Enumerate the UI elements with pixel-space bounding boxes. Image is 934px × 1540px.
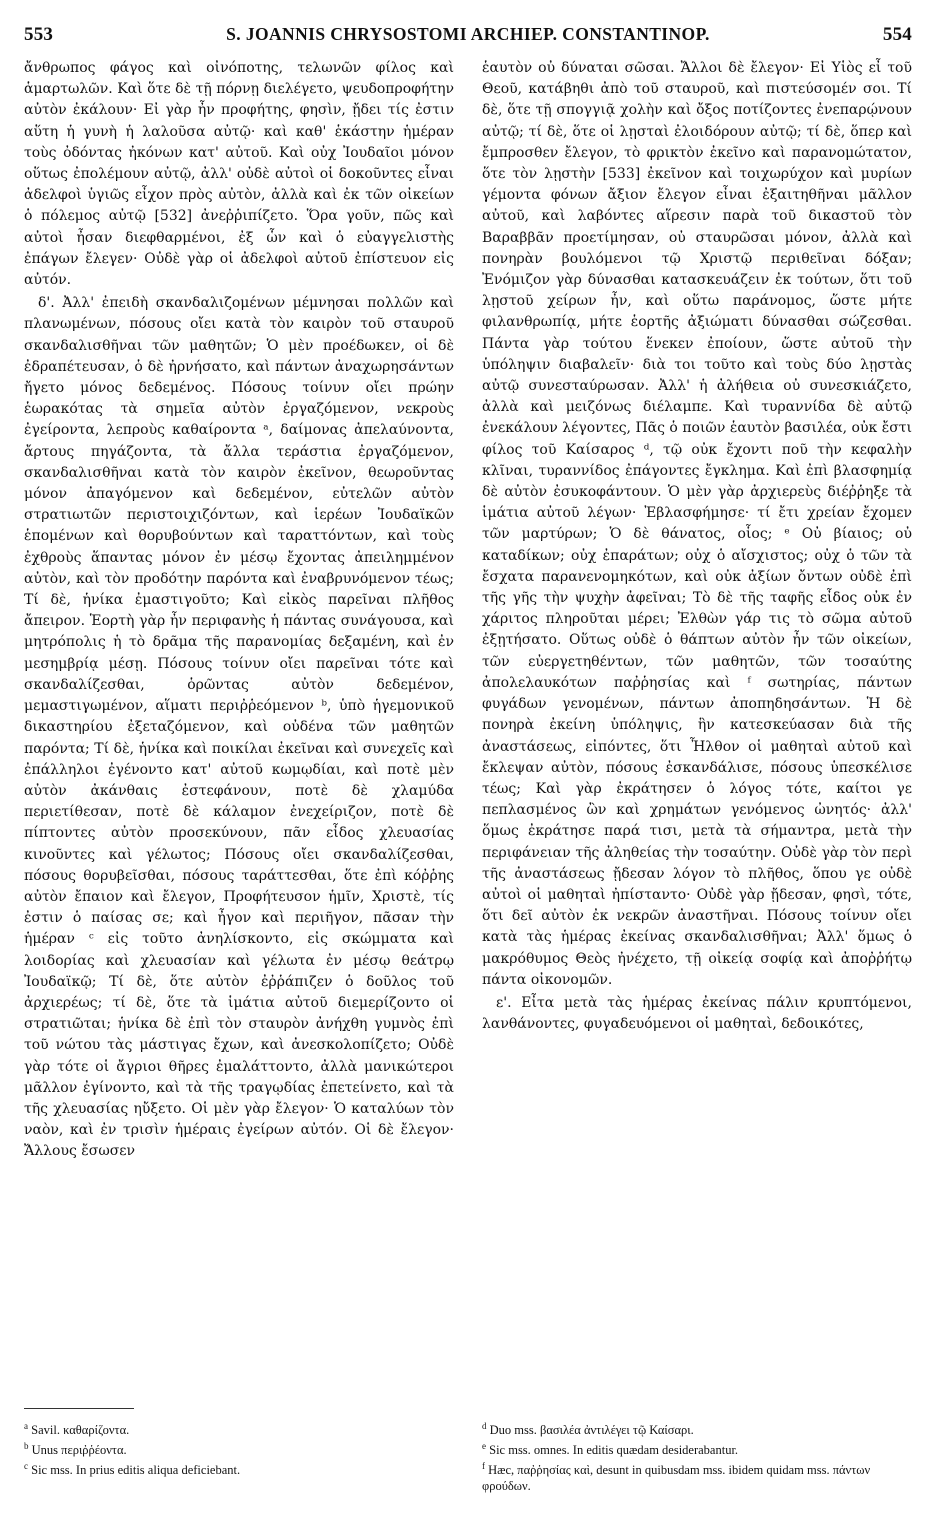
footnote-mark: f — [482, 1461, 485, 1472]
paragraph-section-5: ε'. Εἶτα μετὰ τὰς ἡμέρας ἐκείνας πάλιν κρυπτόμενοι, λανθάνοντες, φυγαδευόμενοι οἱ μαθηταὶ, δεδοικότες, — [482, 994, 912, 1033]
left-column — [24, 58, 454, 1398]
paragraph: ἑαυτὸν οὐ δύναται σῶσαι. Ἄλλοι δὲ ἔλεγον· Εἰ Υἱὸς εἶ τοῦ Θεοῦ, κατάβηθι ἀπὸ τοῦ σταυροῦ, καὶ πιστεύσομέν σοι. Τί δὲ, ὅτε τῇ σπογγιᾷ χολὴν καὶ ὄξος ποτίζοντες ἐνεπαρῴνουν αὐτῷ; τί δὲ, ὅτε οἱ λῃσταὶ ἐλοιδόρουν αὐτῷ; τί δὲ, ὅπερ καὶ ἔμπροσθεν ἔλεγον, τὸ φρικτὸν ἐκεῖνο καὶ παρανομώτατον, ὅτε τὸν λῃστὴν [533] ἐκεῖνον καὶ τοιχωρύχον καὶ μυρίων γέμοντα φόνων ἄξιον ἔλεγον εἶναι ἐξαιτηθῆναι μᾶλλον αὐτοῦ, καὶ λαβόντες αἵρεσιν παρὰ τοῦ δικαστοῦ τὸν Βαραββᾶν προετίμησαν, οὐ σταυρῶσαι μόνον, ἀλλὰ καὶ πονηρὰν βουλόμενοι τῷ Χριστῷ περιθεῖναι δόξαν; Ἐνόμιζον γὰρ δύνασθαι κατασκευάζειν ἐκ τούτων, ὅτι τοῦ λῃστοῦ χείρων ἦν, καὶ οὕτω παράνομος, ὥστε μήτε φιλανθρωπίᾳ, μήτε ἑορτῆς ἀξιώματι δύνασθαι σώζεσθαι. Πάντα γὰρ τούτου ἕνεκεν ἐποίουν, ὥστε αὐτοῦ τὴν ὑπόληψιν διαβαλεῖν· διὰ τοι τοῦτο καὶ τοὺς δύο λῃστὰς αὐτῷ συνεσταύρωσαν. Ἀλλ' ἡ ἀλήθεια οὐ συνεσκιάζετο, ἀλλὰ καὶ μειζόνως διέλαμπε. Καὶ τυραννίδα δὲ αὐτῷ ἐνεκάλουν λέγοντες, Πᾶς ὁ ποιῶν ἑαυτὸν βασιλέα, οὐκ ἔστι φίλος τοῦ Καίσαρος ᵈ, τῷ οὐκ ἔχοντι ποῦ τὴν κεφαλὴν κλῖναι, τυραννίδος ἐπάγοντες ἔγκλημα. Καὶ ἐπὶ βλασφημίᾳ δὲ αὐτὸν ἐσυκοφάντουν. Ὁ μὲν γὰρ ἀρχιερεὺς διέῤῥηξε τὰ ἱμάτια αὐτοῦ λέγων· Ἐβλασφήμησε· τί ἔτι χρείαν ἔχομεν τῶν μαρτύρων; Ὁ δὲ θάνατος, οἷος; ᵉ Οὐ βίαιος; οὐ καταδίκων; οὐχ ἐπαράτων; οὐχ ὁ αἴσχιστος; οὐχ ὁ τῶν τὰ ἔσχατα παρανενομηκότων, καὶ οὐκ ἀξίων ὄντων οὐδὲ ἐπὶ τῆς γῆς τὴν ψυχὴν ἀφεῖναι; Τὸ δὲ τῆς ταφῆς εἶδος οὐκ ἐν χάριτος πληροῦται μέρει; Ἐλθὼν γάρ τις τὸ σῶμα αὐτοῦ ἐξῃτήσατο. Οὕτως οὐδὲ ὁ θάπτων αὐτὸν ἦν τῶν οἰκείων, τῶν εὐεργετηθέντων, τῶν μαθητῶν, τῶν τοσαύτης ἀπολελαυκότων παῤῥησίας καὶ ᶠ σωτηρίας, πάντων φυγάδων γενομένων, πάντων ἀποπηδησάντων. Ἡ δὲ πονηρὰ ἐκείνη ὑπόληψις, ἣν κατεσκεύασαν διὰ τῆς ἀναστάσεως, εἰπόντες, ὅτι Ἦλθον οἱ μαθηταὶ αὐτοῦ καὶ ἔκλεψαν αὐτὸν, πόσους ἐσκανδάλισε, πόσους ὑπεσκέλισε τέως; Καὶ γὰρ ἐκράτησεν ὁ λόγος τότε, καίτοι γε πεπλασμένος ὢν καὶ χρημάτων γενόμενος ὠνητός· ἀλλ' ὅμως ἐκράτησε παρά τισι, μετὰ τὰ σήμαντρα, μετὰ τὴν περιφάνειαν τῆς ἀληθείας τὴν τοσαύτην. Οὐδὲ γὰρ τὸν περὶ τῆς ἀναστάσεως ᾔδεσαν λόγον τὸ πλῆθος, ὅπου γε οὐδὲ αὐτοὶ οἱ μαθηταὶ ἠπίσταντο· Οὐδὲ γὰρ ᾔδεσαν, φησὶ, τότε, ὅτι δεῖ αὐτὸν ἐκ νεκρῶν ἀναστῆναι. Πόσους τοίνυν οἴει κατὰ τὰς ἡμέρας ἐκείνας σκανδαλισθῆναι; Ἀλλ' ὅμως ὁ μακρόθυμος Θεὸς ἠνέχετο, τῇ οἰκείᾳ σοφίᾳ καὶ ἀποῤῥήτῳ πάντα οἰκονομῶν. — [482, 60, 912, 988]
page-number-left: 553 — [24, 24, 54, 45]
footnote — [482, 1458, 912, 1494]
footnote-mark: e — [482, 1441, 486, 1452]
text-columns — [24, 58, 912, 1398]
footnotes-left — [24, 1418, 454, 1494]
footnote-text: Duo mss. βασιλέα ἀντιλέγει τῷ Καίσαρι. — [489, 1423, 694, 1438]
footnote-mark: b — [24, 1441, 29, 1452]
footnote — [24, 1458, 454, 1478]
page-number-right: 554 — [882, 24, 912, 45]
footnotes-right — [482, 1418, 912, 1494]
footnote — [24, 1418, 454, 1438]
footnote-text: Savil. καθαρίζοντα. — [31, 1423, 130, 1438]
running-header — [24, 24, 912, 54]
footnote-text: Sic mss. omnes. In editis quædam desiderabantur. — [489, 1443, 739, 1458]
footnote-mark: c — [24, 1461, 28, 1472]
footnote-mark: d — [482, 1421, 487, 1431]
paragraph: ἄνθρωπος φάγος καὶ οἰνόποτης, τελωνῶν φίλος καὶ ἁμαρτωλῶν. Καὶ ὅτε δὲ τῇ πόρνῃ διελέγετο, ψευδοπροφήτην αὐτὸν ἐκάλουν· Εἰ γὰρ ἦν προφήτης, φησὶν, ᾔδει τίς ἐστιν αὕτη ἡ γυνὴ ἡ λαλοῦσα αὐτῷ· καὶ καθ' ἑκάστην ἡμέραν τοὺς ὀδόντας ἠκόνων κατ' αὐτοῦ. Καὶ οὐχ Ἰουδαῖοι μόνον οὕτως ἐπολέμουν αὐτῷ, ἀλλ' οὐδὲ αὐτοὶ οἱ δοκοῦντες εἶναι ἀδελφοὶ ὑγιῶς εἶχον πρὸς αὐτὸν, ἀλλὰ καὶ ἐκ τῶν οἰκείων ὁ πόλεμος αὐτῷ [532] ἀνεῤῥιπίζετο. Ὅρα γοῦν, πῶς καὶ αὐτοὶ ἦσαν διεφθαρμένοι, ἐξ ὧν καὶ ὁ εὐαγγελιστὴς ἐπάγων ἔλεγεν· Οὐδὲ γὰρ οἱ ἀδελφοὶ αὐτοῦ ἐπίστευον εἰς αὐτόν. — [24, 60, 454, 289]
footnote-text: Unus περιῤῥέοντα. — [31, 1443, 127, 1458]
paragraph-section-4: δ'. Ἀλλ' ἐπειδὴ σκανδαλιζομένων μέμνησαι πολλῶν καὶ πλανωμένων, πόσους οἴει κατὰ τὸν καιρὸν τοῦ σταυροῦ σκανδαλισθῆναι τῶν μαθητῶν; Ὁ μὲν προέδωκεν, οἱ δὲ ἐδραπέτευσαν, ὁ δὲ ἠρνήσατο, καὶ πάντων ἀναχωρησάντων ἤγετο μόνος δεδεμένος. Πόσους τοίνυν οἴει πρώην ἑωρακότας τὰ σημεῖα αὐτὸν ἐργαζόμενον, νεκροὺς ἐγείροντα, λεπροὺς καθαίροντα ᵃ, δαίμονας ἀπελαύνοντα, ἄρτους πηγάζοντα, τὰ ἄλλα τεράστια ἐργαζόμενον, σκανδαλισθῆναι κατὰ τὸν καιρὸν ἐκεῖνον, θεωροῦντας μόνον ἀπαγόμενον καὶ δεδεμένον, εὐτελῶν αὐτὸν στρατιωτῶν περιστοιχιζόντων, καὶ ἱερέων Ἰουδαϊκῶν ἑπομένων καὶ θορυβούντων καὶ ταραττόντων, καὶ τοὺς ἐχθροὺς ἅπαντας μόνον ἐν μέσῳ ἔχοντας ἀπειλημμένον αὐτὸν, καὶ τὸν προδότην παρόντα καὶ ἐναβρυνόμενον τέως; Τί δὲ, ἡνίκα ἐμαστιγοῦτο; Καὶ εἰκὸς παρεῖναι πλῆθος ἄπειρον. Ἑορτὴ γὰρ ἦν περιφανὴς ἡ πάντας συνάγουσα, καὶ μητρόπολις ἡ τὸ δρᾶμα τῆς παρανομίας δεξαμένη, καὶ ἐν μεσημβρίᾳ μέσῃ. Πόσους τοίνυν οἴει παρεῖναι τότε καὶ σκανδαλίζεσθαι, ὁρῶντας αὐτὸν δεδεμένον, μεμαστιγωμένον, αἵματι περιῤῥεόμενον ᵇ, ὑπὸ ἡγεμονικοῦ δικαστηρίου ἐξεταζόμενον, καὶ οὐδένα τῶν μαθητῶν παρόντα; Τί δὲ, ἡνίκα καὶ ποικίλαι ἐκεῖναι καὶ συνεχεῖς καὶ ἐπάλληλοι ἐγένοντο κατ' αὐτοῦ κωμῳδίαι, καὶ ποτὲ μὲν αὐτὸν ἀκάνθαις ἐστεφάνουν, ποτὲ δὲ χλαμύδα περιετίθεσαν, ποτὲ δὲ κάλαμον ἐνεχείριζον, ποτὲ δὲ πίπτοντες αὐτὸν προσεκύνουν, πᾶν εἶδος χλευασίας κινοῦντες καὶ γέλωτος; Πόσους οἴει σκανδαλίζεσθαι, πόσους θορυβεῖσθαι, πόσους ταράττεσθαι, ὅτε ἐπὶ κόῤῥης αὐτὸν ἔπαιον καὶ ἔλεγον, Προφήτευσον ἡμῖν, Χριστὲ, τίς ἐστιν ὁ παίσας σε; καὶ ἦγον καὶ περιῆγον, πᾶσαν τὴν ἡμέραν ᶜ εἰς τοῦτο ἀνηλίσκοντο, εἰς σκώμματα καὶ λοιδορίας καὶ χλευασίαν καὶ γέλωτα ἐν μέσῳ θεάτρῳ Ἰουδαϊκῷ; Τί δὲ, ὅτε αὐτὸν ἐῤῥάπιζεν ὁ δοῦλος τοῦ ἀρχιερέως; τί δὲ, ὅτε τὰ ἱμάτια αὐτοῦ διεμερίζοντο οἱ στρατιῶται; ἡνίκα δὲ ἐπὶ τὸν σταυρὸν ἀνήχθη γυμνὸς ἐπὶ τοῦ νώτου τὰς μάστιγας ἔχων, καὶ ἀνεσκολοπίζετο; Οὐδὲ γὰρ τότε οἱ ἄγριοι θῆρες ἐμαλάττοντο, ἀλλὰ μανικώτεροι μᾶλλον ἐγίνοντο, καὶ τὰ τῆς τραγῳδίας ἐπετείνετο, καὶ τὰ τῆς χλευασίας ηὔξετο. Οἱ μὲν γὰρ ἔλεγον· Ὁ καταλύων τὸν ναὸν, καὶ ἐν τρισὶν ἡμέραις ἐγείρων αὐτόν. Οἱ δὲ ἔλεγον· Ἄλλους ἔσωσεν — [24, 295, 454, 1160]
footnote — [24, 1438, 454, 1458]
running-title: S. JOANNIS CHRYSOSTOMI ARCHIEP. CONSTANTINOP. — [226, 24, 710, 44]
footnote-text: Hæc, παῤῥησίας καὶ, desunt in quibusdam mss. ibidem quidam mss. πάντων φρούδων. — [482, 1463, 871, 1494]
footnote — [482, 1418, 912, 1438]
footnote-mark: a — [24, 1421, 28, 1431]
footnote — [482, 1438, 912, 1458]
footnote-text: Sic mss. In prius editis aliqua deficiebant. — [31, 1463, 241, 1478]
footnotes — [24, 1418, 912, 1494]
right-column — [482, 58, 912, 1398]
footnote-rule — [24, 1408, 134, 1409]
